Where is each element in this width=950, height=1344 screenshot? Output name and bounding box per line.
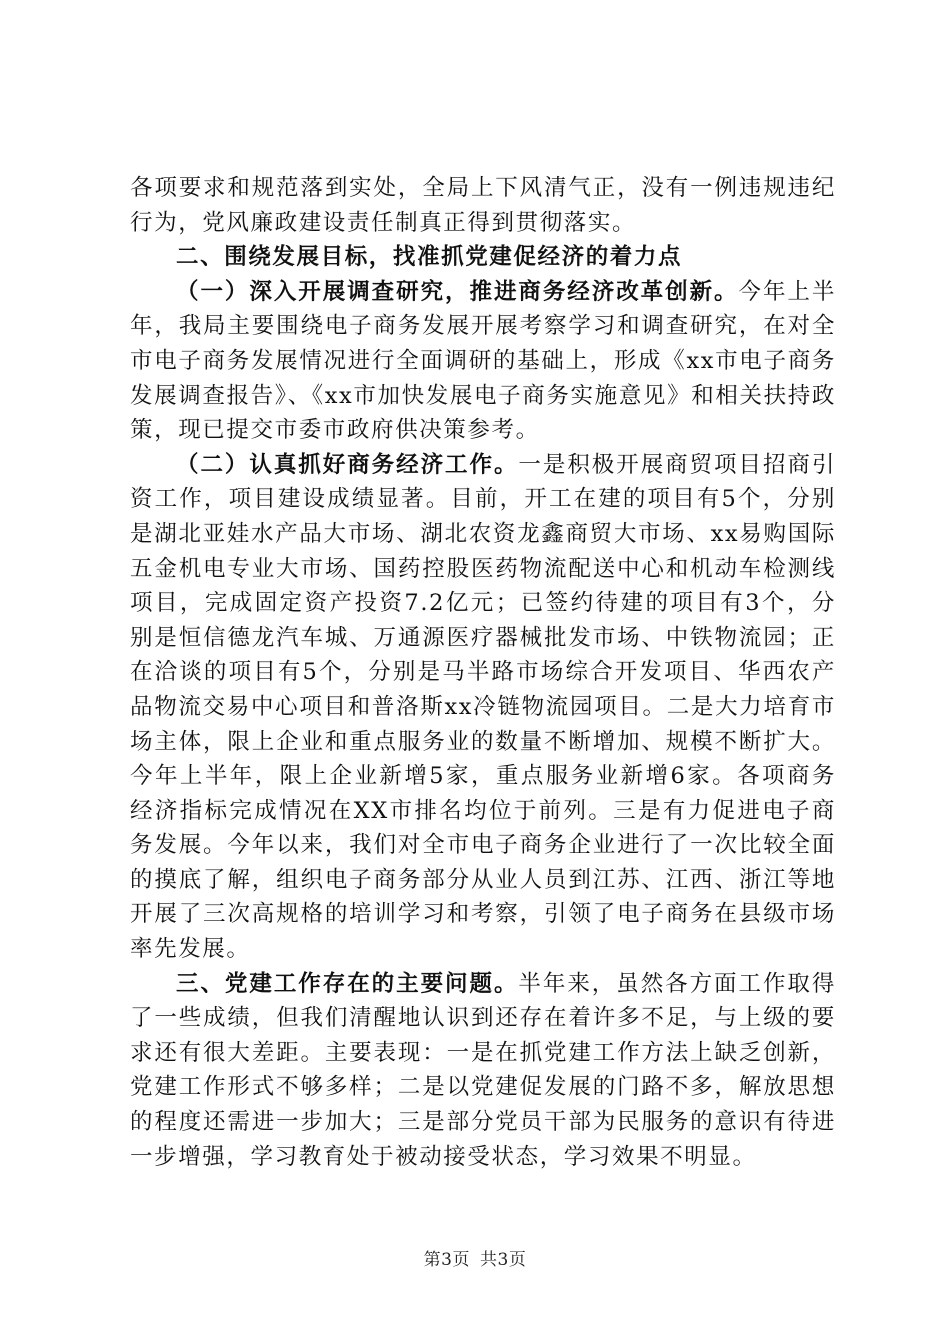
- subsection-heading: （一）深入开展调查研究，推进商务经济改革创新。: [176, 278, 739, 305]
- paragraph-text: 半年来，虽然各方面工作取得了一些成绩，但我们清醒地认识到还存在着许多不足，与上级的要求还有很大差距。主要表现：一是在抓党建工作方法上缺乏创新，党建工作形式不够多样；二是以党建促发展的门路不多，解放思想的程度还需进一步加大；三是部分党员干部为民服务的意识有待进一步增强，学习教育处于被动接受状态，学习效果不明显。: [130, 970, 836, 1170]
- paragraph-subsection-two: [130, 448, 836, 967]
- section-heading-text: 二、围绕发展目标，找准抓党建促经济的着力点: [176, 244, 683, 271]
- paragraph-text: 今年上半年，我局主要围绕电子商务发展开展考察学习和调查研究，在对全市电子商务发展情况进行全面调研的基础上，形成《xx市电子商务发展调查报告》、《xx市加快发展电子商务实施意见》和相关扶持政策，现已提交市委市政府供决策参考。: [130, 278, 836, 444]
- subsection-heading: （二）认真抓好商务经济工作。: [176, 451, 519, 478]
- page-number: 第3页: [423, 1250, 470, 1270]
- document-body: [130, 171, 836, 1174]
- paragraph-text: 各项要求和规范落到实处，全局上下风清气正，没有一例违规违纪行为，党风廉政建设责任制真正得到贯彻落实。: [130, 175, 836, 236]
- section-heading-text: 三、党建工作存在的主要问题。: [176, 970, 519, 997]
- page-total: 共3页: [480, 1250, 527, 1270]
- page-footer: [0, 1245, 950, 1270]
- section-heading-two: [130, 240, 836, 275]
- paragraph-text: 一是积极开展商贸项目招商引资工作，项目建设成绩显著。目前，开工在建的项目有5个，分别是湖北亚娃水产品大市场、湖北农资龙鑫商贸大市场、xx易购国际五金机电专业大市场、国药控股医药物流配送中心和机动车检测线项目，完成固定资产投资7.2亿元；已签约待建的项目有3个，分别是恒信德龙汽车城、万通源医疗器械批发市场、中铁物流园；正在洽谈的项目有5个，分别是马半路市场综合开发项目、华西农产品物流交易中心项目和普洛斯xx冷链物流园项目。二是大力培育市场主体，限上企业和重点服务业的数量不断增加、规模不断扩大。今年上半年，限上企业新增5家，重点服务业新增6家。各项商务经济指标完成情况在XX市排名均位于前列。三是有力促进电子商务发展。今年以来，我们对全市电子商务企业进行了一次比较全面的摸底了解，组织电子商务部分从业人员到江苏、江西、浙江等地开展了三次高规格的培训学习和考察，引领了电子商务在县级市场率先发展。: [130, 451, 836, 963]
- paragraph-continuation: [130, 171, 836, 240]
- paragraph-subsection-one: [130, 275, 836, 448]
- paragraph-section-three: [130, 967, 836, 1175]
